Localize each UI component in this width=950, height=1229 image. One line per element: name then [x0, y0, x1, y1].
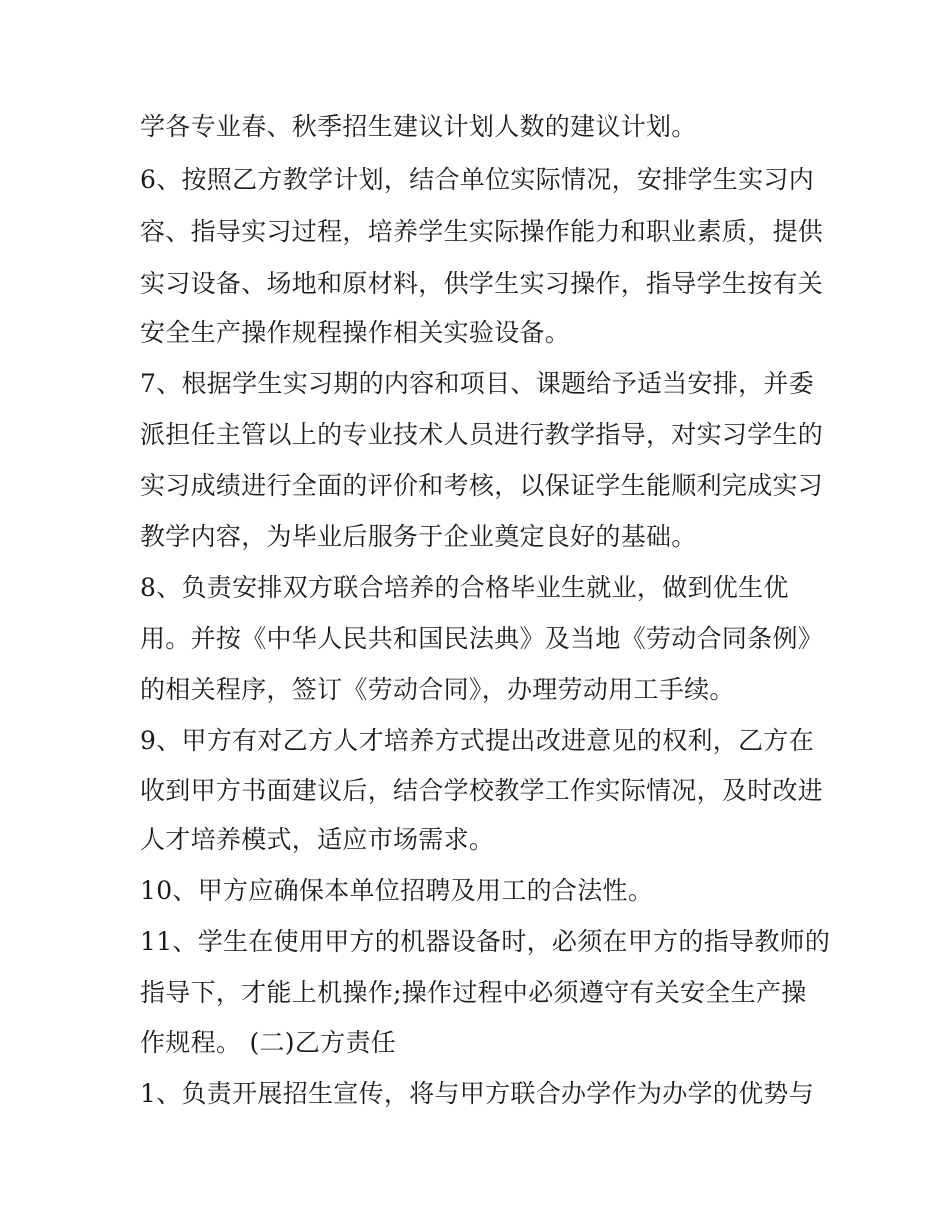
text-line: 作规程。 (二)乙方责任: [140, 1028, 397, 1057]
text-line: 派担任主管以上的专业技术人员进行教学指导，对实习学生的: [140, 420, 824, 449]
text-line: 8、负责安排双方联合培养的合格毕业生就业，做到优生优: [140, 573, 789, 602]
text-line: 收到甲方书面建议后，结合学校教学工作实际情况，及时改进: [140, 776, 824, 805]
text-line: 实习成绩进行全面的评价和考核，以保证学生能顺利完成实习: [140, 471, 824, 500]
text-line: 10、甲方应确保本单位招聘及用工的合法性。: [140, 876, 654, 905]
text-line: 11、学生在使用甲方的机器设备时，必须在甲方的指导教师的: [140, 927, 831, 956]
text-line: 容、指导实习过程，培养学生实际操作能力和职业素质，提供: [140, 217, 824, 246]
text-line: 7、根据学生实习期的内容和项目、课题给予适当安排，并委: [140, 369, 815, 398]
text-line: 的相关程序，签订《劳动合同》，办理劳动用工手续。: [140, 675, 735, 704]
text-line: 1、负责开展招生宣传，将与甲方联合办学作为办学的优势与: [140, 1079, 815, 1108]
text-line: 实习设备、场地和原材料，供学生实习操作，指导学生按有关: [140, 269, 824, 298]
text-line: 用。并按《中华人民共和国民法典》及当地《劳动合同条例》: [140, 624, 824, 653]
text-line: 6、按照乙方教学计划，结合单位实际情况，安排学生实习内: [140, 165, 815, 194]
text-line: 9、甲方有对乙方人才培养方式提出改进意见的权利，乙方在: [140, 726, 815, 755]
text-line: 学各专业春、秋季招生建议计划人数的建议计划。: [140, 112, 697, 141]
text-line: 安全生产操作规程操作相关实验设备。: [140, 318, 571, 347]
text-line: 人才培养模式，适应市场需求。: [140, 825, 495, 854]
text-line: 指导下，才能上机操作;操作过程中必须遵守有关安全生产操: [140, 978, 807, 1007]
text-line: 教学内容，为毕业后服务于企业奠定良好的基础。: [140, 522, 697, 551]
